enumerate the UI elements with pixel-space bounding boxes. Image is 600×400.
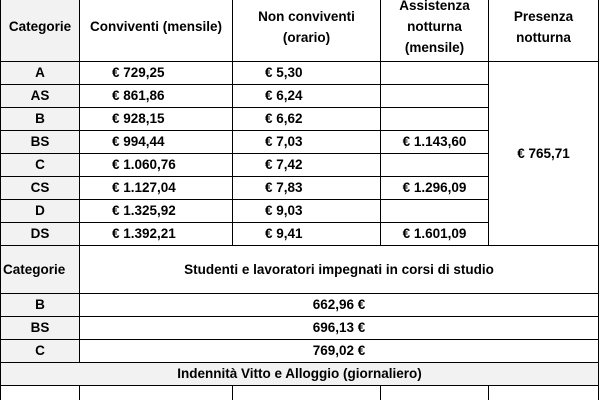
header-assistenza-notturna: Assistenza notturna (mensile) (381, 0, 489, 62)
conviventi-value: € 729,25 (112, 65, 165, 80)
row-category: BS (1, 317, 80, 340)
presenza-notturna-value: € 765,71 (489, 62, 599, 246)
row-category: B (1, 108, 80, 131)
students-header-row (1, 246, 599, 294)
assistenza-value: € 1.296,09 (381, 177, 489, 200)
conviventi-value: € 861,86 (112, 88, 165, 103)
row-category: C (1, 154, 80, 177)
students-row (1, 317, 599, 340)
non-conviventi-value: € 7,83 (265, 180, 303, 195)
row-category: A (1, 62, 80, 85)
header-non-conviventi: Non conviventi (orario) (233, 0, 381, 62)
meal-section-title: Indennità Vitto e Alloggio (giornaliero) (1, 363, 599, 386)
non-conviventi-value: € 9,41 (265, 226, 303, 241)
conviventi-value: € 994,44 (112, 134, 165, 149)
assistenza-value (381, 200, 489, 223)
conviventi-value: € 1.392,21 (112, 226, 176, 241)
row-category: B (1, 294, 80, 317)
non-conviventi-value: € 7,03 (265, 134, 303, 149)
students-value: 769,02 € (80, 340, 599, 363)
assistenza-value: € 1.143,60 (381, 131, 489, 154)
students-row (1, 340, 599, 363)
non-conviventi-value: € 6,62 (265, 111, 303, 126)
non-conviventi-value: € 5,30 (265, 65, 303, 80)
assistenza-value (381, 62, 489, 85)
students-value: 662,96 € (80, 294, 599, 317)
non-conviventi-value: € 9,03 (265, 203, 303, 218)
meal-section-row (1, 363, 599, 386)
row-category: C (1, 340, 80, 363)
table-row (1, 62, 599, 85)
conviventi-value: € 1.325,92 (112, 203, 176, 218)
row-category: AS (1, 85, 80, 108)
row-category: CS (1, 177, 80, 200)
meal-subheader-row (1, 386, 599, 400)
header-row (1, 0, 599, 62)
conviventi-value: € 1.060,76 (112, 157, 176, 172)
students-row (1, 294, 599, 317)
non-conviventi-value: € 7,42 (265, 157, 303, 172)
assistenza-value: € 1.601,09 (381, 223, 489, 246)
row-category: BS (1, 131, 80, 154)
assistenza-value (381, 108, 489, 131)
assistenza-value (381, 154, 489, 177)
row-category: DS (1, 223, 80, 246)
conviventi-value: € 928,15 (112, 111, 165, 126)
students-header-categorie: Categorie (1, 246, 80, 294)
header-categorie: Categorie (1, 0, 80, 62)
students-value: 696,13 € (80, 317, 599, 340)
row-category: D (1, 200, 80, 223)
non-conviventi-value: € 6,24 (265, 88, 303, 103)
assistenza-value (381, 85, 489, 108)
students-header-title: Studenti e lavoratori impegnati in corsi di studio (80, 246, 599, 294)
header-presenza-notturna: Presenza notturna (489, 0, 599, 62)
conviventi-value: € 1.127,04 (112, 180, 176, 195)
header-conviventi: Conviventi (mensile) (80, 0, 233, 62)
